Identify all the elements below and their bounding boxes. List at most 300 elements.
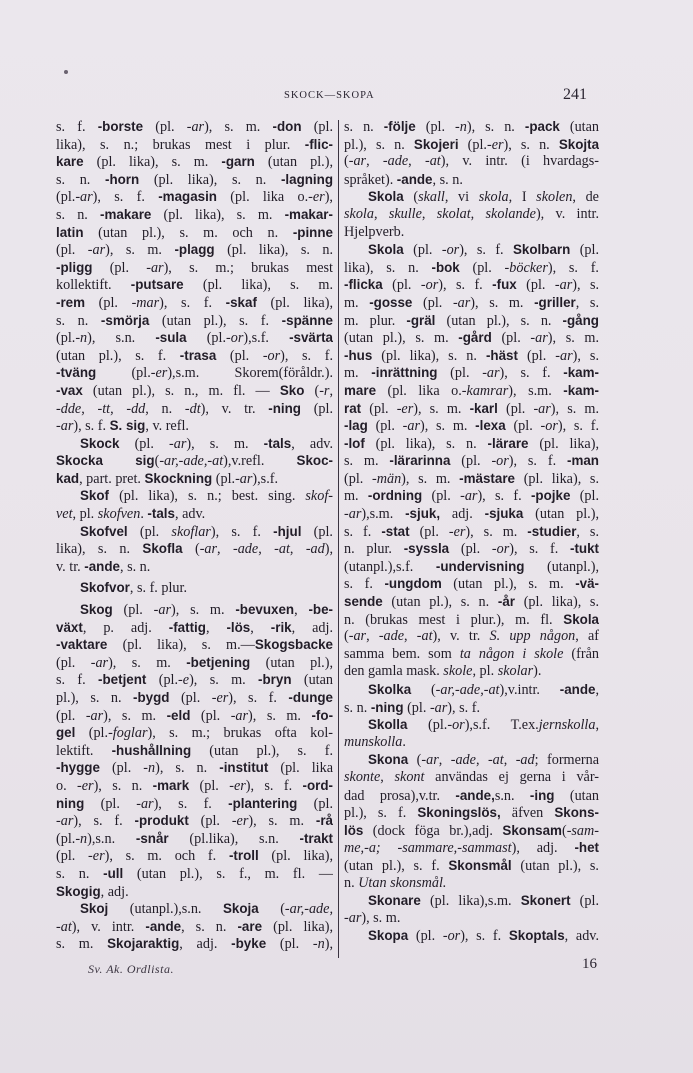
definition-text: (utanpl.),s.n.	[108, 901, 223, 918]
inflection: -ar	[429, 699, 448, 716]
headword: -vaktare	[56, 637, 108, 653]
definition-text: , de	[572, 189, 599, 206]
text-line	[56, 188, 333, 206]
headword: -vax	[56, 382, 83, 398]
entry-start-line	[344, 681, 599, 699]
definition-text: ),s.f. T.ex.	[464, 717, 539, 734]
headword: mare	[344, 382, 377, 398]
entry-start-line	[56, 435, 333, 453]
inflection: -ar	[87, 242, 106, 259]
text-line	[344, 400, 599, 418]
text-line	[344, 787, 599, 805]
definition-text: (pl.	[56, 189, 76, 206]
definition-text: ), s. m.	[547, 330, 599, 347]
inflection: skolat	[436, 205, 471, 222]
headword: -stat	[381, 523, 410, 539]
definition-text: (utan pl.), s. n.	[435, 312, 563, 329]
inflection: skola	[478, 189, 509, 206]
definition-text: ), adj.	[511, 840, 575, 857]
headword: -gosse	[369, 294, 413, 310]
headword: -sjuk,	[405, 506, 441, 522]
definition-text: n. (brukas mest i plur.), m. fl.	[344, 611, 564, 628]
text-line	[56, 847, 333, 865]
headword: -makare	[100, 206, 152, 222]
inflection: -ar	[555, 347, 573, 364]
definition-text: (pl.	[85, 294, 132, 311]
definition-text: (utan pl.),	[250, 654, 333, 671]
inflection: -män	[372, 470, 402, 487]
inflection: -n	[455, 119, 467, 135]
headword: -plantering	[228, 795, 298, 811]
definition-text: (utan pl.),	[523, 506, 599, 523]
definition-text: (från	[563, 645, 599, 662]
definition-text: ,	[294, 602, 309, 619]
definition-text: s. n.	[56, 312, 101, 329]
headword: -institut	[219, 760, 269, 776]
inflection: -tt	[97, 400, 111, 417]
headword: Skog	[80, 602, 113, 618]
definition-text: ), s. f.	[245, 777, 303, 794]
headword: -lof	[344, 435, 365, 451]
entry-start-line	[56, 523, 333, 541]
inflection: skof-	[305, 488, 333, 505]
headword: Skoptals	[508, 928, 565, 944]
definition-text: ; formerna	[534, 752, 599, 769]
inflection: vet	[56, 506, 73, 523]
definition-text: (pl.	[517, 347, 556, 364]
definition-text: ), s. m.	[465, 523, 528, 540]
headword: -troll	[228, 848, 259, 864]
inflection: -ar	[533, 400, 551, 417]
headword: Skofvor	[80, 580, 130, 596]
inflection: -at	[487, 752, 504, 769]
headword: Skofvel	[80, 523, 128, 539]
text-line	[344, 804, 599, 822]
headword: -pack	[524, 119, 560, 134]
definition-text: dad prosa),v.tr.	[344, 787, 456, 804]
definition-text: (	[408, 752, 422, 769]
headword: -följe	[383, 119, 416, 134]
text-line	[56, 812, 333, 830]
inflection: -ar	[169, 435, 187, 452]
inflection: -ar	[554, 277, 573, 294]
definition-text: n.	[344, 874, 359, 891]
definition-text: ), s. m.	[401, 470, 460, 487]
right-column	[344, 118, 599, 945]
definition-text: ), s. f.	[92, 189, 159, 206]
inflection: -ar	[56, 418, 74, 435]
text-line	[344, 224, 599, 242]
headword: -bevuxen	[235, 602, 295, 618]
inflection: -ar	[452, 294, 471, 311]
definition-text: (	[258, 901, 285, 918]
definition-text: språket).	[344, 171, 397, 188]
text-line	[56, 224, 333, 242]
headword: Skoningslös,	[417, 805, 501, 821]
definition-text: (pl.	[169, 690, 212, 706]
headword: -svärta	[289, 330, 333, 346]
definition-text: ,	[475, 752, 488, 769]
text-line	[56, 470, 333, 488]
inflection: skole	[443, 663, 473, 680]
headword: -rem	[56, 294, 86, 310]
definition-text: m.	[344, 294, 370, 311]
text-line	[344, 699, 599, 717]
headword: -ning	[370, 699, 404, 715]
headword: Skockning	[144, 470, 213, 486]
headword: Skofla	[142, 541, 183, 557]
headword: -fattig	[168, 619, 206, 635]
definition-text: ), s. m.	[248, 707, 312, 724]
definition-text: ), s.	[572, 277, 599, 294]
printer-signature: Sv. Ak. Ordlista.	[88, 962, 174, 976]
text-line	[56, 883, 333, 901]
text-line	[344, 206, 599, 224]
definition-text: (pl.	[361, 400, 397, 417]
text-line	[56, 294, 333, 312]
definition-text: (pl.	[459, 259, 505, 276]
text-line	[56, 777, 333, 795]
text-line	[344, 382, 599, 400]
definition-text: ,	[205, 619, 227, 636]
page-number: 241	[563, 86, 587, 103]
text-line	[344, 593, 599, 611]
text-line	[56, 654, 333, 672]
headword: -ing	[529, 787, 555, 803]
definition-text: (utan pl.), s. m.	[441, 576, 576, 593]
inflection: -ad	[305, 541, 325, 558]
definition-text: (pl.	[84, 795, 137, 812]
definition-text: , pl.	[72, 506, 98, 523]
definition-text: (pl. lika), s. n.	[364, 435, 488, 452]
definition-text: (utan	[554, 787, 599, 804]
definition-text: s. m.	[344, 453, 390, 470]
inflection: -or	[441, 242, 460, 259]
text-line	[344, 839, 599, 857]
headword: -gång	[562, 312, 599, 328]
definition-text: , s.	[575, 294, 599, 311]
headword: -ande	[84, 558, 120, 574]
headword: -trasa	[179, 347, 217, 363]
inflection: -or	[262, 347, 281, 364]
inflection: -ade	[450, 752, 476, 769]
headword: -kam-	[563, 365, 599, 381]
headword: -ning	[268, 400, 301, 416]
definition-text: ),	[324, 189, 333, 206]
inflection: skolar	[497, 663, 534, 680]
definition-text: (pl. lika o.	[217, 189, 309, 206]
text-line	[344, 523, 599, 541]
headword: -ordning	[367, 488, 423, 504]
text-line	[56, 935, 333, 953]
inflection: -n	[143, 760, 156, 777]
inflection: -at	[56, 918, 72, 935]
inflection: -er	[486, 136, 504, 153]
definition-text: (pl.	[190, 707, 231, 724]
headword: -horn	[104, 171, 140, 187]
definition-text: (pl.	[56, 830, 76, 847]
inflection: -ar	[348, 153, 367, 170]
text-line	[344, 153, 599, 171]
definition-text: (pl.	[450, 453, 492, 470]
text-line	[344, 171, 599, 189]
print-speck	[64, 70, 68, 74]
definition-text: s. f.	[344, 523, 382, 540]
inflection: -er	[396, 400, 414, 417]
text-line	[344, 294, 599, 312]
inflection: -ar	[85, 707, 104, 724]
definition-text: ,	[366, 153, 383, 170]
text-line	[56, 206, 333, 224]
definition-text: ), s. f.	[477, 488, 531, 505]
definition-text: (pl.	[186, 330, 227, 347]
definition-text: (pl.	[56, 654, 91, 671]
definition-text: ,	[250, 619, 271, 636]
definition-text: (pl.	[301, 119, 333, 135]
headword: -mark	[152, 777, 190, 793]
definition-text: ), s. f.	[509, 541, 570, 558]
inflection: -ade	[378, 628, 405, 645]
headword: -produkt	[134, 813, 189, 829]
definition-text: ), v. intr. (i hvardags-	[440, 153, 599, 170]
definition-text: ),	[324, 936, 333, 953]
definition-text: (	[344, 628, 349, 645]
inflection: -at	[416, 628, 433, 645]
inflection: -ar	[235, 470, 253, 487]
definition-text: användas ej gerna i vår-	[424, 768, 599, 785]
running-head: SKOCK—SKOPA	[284, 90, 375, 101]
headword: Skoc-	[296, 453, 333, 469]
headword: -bryn	[258, 672, 292, 688]
definition-text: (pl.	[119, 435, 170, 452]
definition-text: (pl.	[412, 294, 453, 311]
headword: -gräl	[406, 312, 436, 328]
headword: -bok	[431, 259, 460, 275]
definition-text: ,	[81, 400, 98, 417]
definition-text: (pl.	[344, 470, 372, 487]
headword: -lärare	[487, 435, 529, 451]
definition-text: ), s. m.	[189, 672, 259, 689]
definition-text: (pl. lika), s. n.	[139, 171, 281, 188]
headword: -bygd	[133, 690, 170, 705]
definition-text: s. f.	[56, 119, 98, 135]
column-divider	[338, 120, 339, 958]
headword: -rå	[315, 813, 333, 829]
headword: -lös	[226, 619, 251, 635]
definition-text: ), s. f.	[228, 690, 289, 706]
definition-text: pl.), s. f.	[344, 805, 418, 822]
definition-text: (pl.	[458, 136, 487, 153]
headword: Skolbarn	[513, 242, 571, 258]
inflection: munskolla	[344, 733, 403, 750]
definition-text: ,	[217, 541, 233, 558]
headword: -pinne	[292, 224, 333, 240]
text-line	[344, 435, 599, 453]
left-column	[56, 118, 333, 953]
text-line	[56, 452, 333, 470]
headword: -sula	[155, 330, 187, 346]
entry-start-line	[344, 241, 599, 259]
inflection: skolen	[536, 189, 573, 206]
headword: -borste	[97, 119, 144, 134]
inflection: -ar	[530, 330, 548, 347]
inflection: -ar	[153, 602, 171, 619]
entry-start-line	[344, 892, 599, 910]
definition-text: (utan pl.), s. f., m. fl. —	[123, 865, 333, 882]
inflection: -at	[274, 541, 290, 558]
headword: -ande	[145, 918, 182, 934]
headword: -snår	[135, 830, 169, 846]
definition-text: ),s.m.	[361, 506, 406, 523]
definition-text: äfven	[500, 805, 555, 822]
text-line	[344, 329, 599, 347]
headword: -tväng	[56, 365, 97, 381]
definition-text: s. f.	[344, 576, 385, 593]
definition-text: (pl. lika),	[258, 848, 333, 865]
text-line	[344, 452, 599, 470]
text-line	[344, 611, 599, 629]
definition-text: .	[402, 733, 406, 750]
definition-text: (utan pl.),	[254, 154, 333, 171]
text-line	[56, 830, 333, 848]
entry-start-line	[344, 188, 599, 206]
definition-text: (pl. lika), s. n.	[372, 347, 486, 364]
definition-text: (pl.	[96, 365, 151, 382]
inflection: -ar	[230, 707, 249, 724]
definition-text: ), s. m. och f.	[104, 848, 229, 865]
inflection: -er	[448, 523, 466, 540]
inflection: -ar	[75, 189, 93, 206]
headword: -trakt	[299, 830, 333, 846]
definition-text: ), v. tr.	[432, 628, 490, 645]
headword: Skoj	[80, 901, 109, 917]
headword: Skola	[563, 611, 599, 627]
definition-text: ), s. m.; brukas mest	[163, 259, 333, 276]
definition-text: kollektift.	[56, 277, 131, 294]
definition-text: , vi	[444, 189, 479, 206]
headword: -flicka	[344, 277, 383, 293]
text-line	[344, 910, 599, 928]
definition-text: s. n.	[56, 171, 105, 188]
text-line	[56, 417, 333, 435]
headword: Skojeri	[413, 136, 459, 152]
definition-text: v. tr.	[56, 558, 85, 575]
definition-text: ), s. f.	[153, 795, 229, 812]
definition-text: ).	[533, 663, 542, 680]
definition-text: , s. f. plur.	[129, 580, 188, 597]
definition-text: ,	[438, 752, 451, 769]
definition-text: (dock föga br.),adj.	[363, 822, 503, 839]
text-line	[56, 636, 333, 654]
definition-text: ), v. tr.	[200, 400, 269, 417]
headword: Skonert	[520, 893, 571, 909]
text-line	[56, 689, 333, 707]
definition-text: ), s.m.	[508, 382, 564, 399]
headword: -hygge	[56, 760, 100, 776]
headword: -studier	[527, 523, 577, 539]
definition-text: (utan pl.), s. n., m. fl. —	[82, 382, 280, 399]
inflection: ta någon i skole	[459, 645, 564, 662]
definition-text: (pl.	[422, 488, 461, 505]
text-line	[344, 347, 599, 365]
definition-text: (pl.lika), s.n.	[168, 830, 300, 847]
definition-text: ), s. m.	[105, 242, 175, 259]
definition-text: (utan	[291, 672, 333, 689]
text-line	[56, 724, 333, 742]
definition-text: (pl.	[437, 365, 483, 382]
definition-text: lektift.	[56, 742, 112, 759]
definition-text: (pl. lika	[268, 760, 333, 777]
definition-text: (utanpl.),s.f.	[344, 558, 436, 575]
definition-text: ), s. m.	[419, 418, 476, 435]
definition-text: (pl.	[56, 242, 88, 259]
text-line	[56, 759, 333, 777]
definition-text: , s. n.	[432, 171, 463, 188]
definition-text: (pl.	[409, 523, 449, 540]
definition-text: (pl.	[415, 119, 456, 135]
text-line	[344, 276, 599, 294]
definition-text: , part. pret.	[79, 470, 145, 487]
headword: -ande	[396, 171, 433, 187]
headword: -lexa	[475, 418, 506, 434]
inflection: -ar	[56, 813, 74, 830]
headword: -ord-	[302, 777, 333, 793]
headword: -tals	[263, 435, 292, 451]
inflection: -n	[75, 830, 88, 847]
definition-text: , adv.	[174, 506, 206, 523]
headword: lös	[344, 822, 364, 838]
definition-text: samma bem. som	[344, 645, 460, 662]
definition-text: pl.), s. n.	[56, 690, 134, 706]
headword: sende	[344, 594, 383, 610]
inflection: -mar	[131, 294, 160, 311]
headword: Skolla	[368, 717, 408, 733]
entry-start-line	[56, 601, 333, 619]
definition-text: ),v.intr.	[499, 682, 560, 698]
definition-text: ), s. f.	[557, 418, 599, 435]
text-line	[56, 707, 333, 725]
definition-text: (pl.	[516, 277, 555, 294]
definition-text: m.	[344, 365, 372, 382]
headword: kare	[56, 154, 84, 170]
inflection: skola	[344, 205, 374, 222]
inflection: -or	[491, 541, 510, 558]
definition-text: (utan pl.), s. m. och n.	[83, 224, 293, 241]
headword: -sjuka	[484, 506, 524, 522]
definition-text: (pl.	[570, 242, 599, 259]
inflection: -foglar	[108, 725, 148, 742]
inflection: -sam-	[566, 822, 599, 839]
definition-text: ,	[258, 541, 275, 558]
definition-text: pl.), s. n.	[344, 136, 414, 153]
definition-text: (pl.	[408, 928, 443, 945]
headword: -inrättning	[371, 365, 438, 381]
definition-text: , adv.	[564, 928, 599, 945]
text-line	[344, 259, 599, 277]
definition-text: (utan	[559, 119, 599, 135]
definition-text: o.	[56, 777, 78, 794]
definition-text: , s.	[576, 523, 599, 540]
headword: Skojta	[558, 136, 599, 152]
inflection: -n	[312, 936, 325, 953]
definition-text: (pl. lika o.	[376, 382, 462, 399]
inflection: -ar	[348, 628, 367, 645]
headword: -het	[574, 840, 599, 856]
headword: Sko	[279, 382, 305, 398]
definition-text: (pl. lika),s.m.	[420, 893, 521, 910]
definition-text: (pl.	[301, 523, 333, 540]
definition-text: , adj.	[179, 936, 232, 953]
